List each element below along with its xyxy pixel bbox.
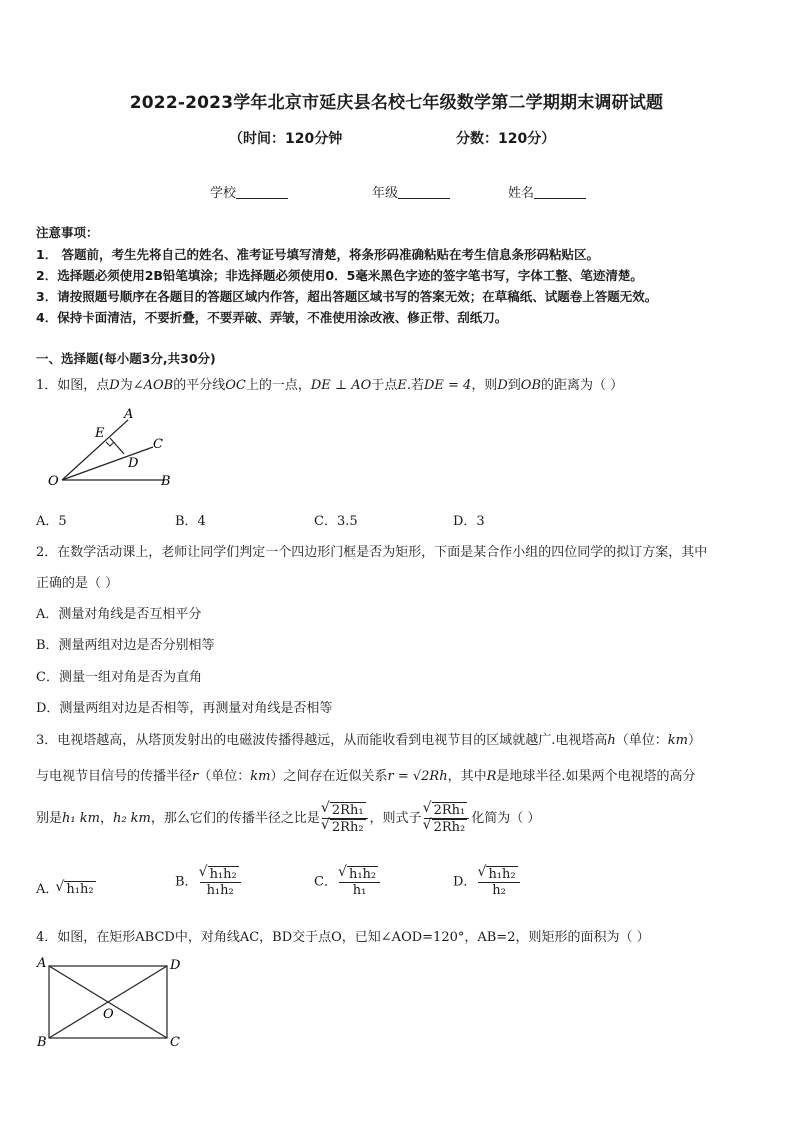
school-blank (236, 184, 288, 199)
formula: r = √2Rh (387, 769, 448, 784)
question-1-figure (40, 402, 180, 494)
name-label: 姓名 (508, 186, 535, 201)
school-label: 学校 (210, 186, 237, 201)
grade-label: 年级 (372, 186, 399, 201)
question-3-option-c: C． √ $\frac{\text{h₁h₂}}{\text{h₁}}$ (314, 866, 382, 898)
question-3-stem-line3: 别是h₁ km，h₂ km，那么它们的传播半径之比是 √ 2Rh₁ √ 2Rh₂ ，则式子 √ 2Rh₁ √ 2Rh₂ 化简为（ ） (36, 802, 540, 835)
question-2-option-d: D．测量两组对边是否相等，再测量对角线是否相等 (36, 701, 333, 716)
question-2-option-a: A．测量对角线是否互相平分 (36, 607, 202, 622)
school-field (210, 182, 288, 201)
fig1-label-d: D (128, 456, 139, 471)
fig4-label-b: B (37, 1035, 47, 1050)
fig1-label-e: E (95, 426, 105, 441)
question-3-option-a: A．√ h₁h₂ (36, 878, 96, 897)
question-3-stem-line1: 3．电视塔越高，从塔顶发射出的电磁波传播得越远，从而能收看到电视节目的区域就越广.电视塔高h（单位：km） (36, 733, 702, 748)
fig1-label-o: O (48, 474, 59, 489)
page-title: 2022-2023学年北京市延庆县名校七年级数学第二学期期末调研试题 (129, 93, 664, 113)
question-1-option-b: B．4 (175, 514, 206, 529)
question-1-option-a: A．5 (36, 514, 67, 529)
grade-blank (398, 184, 450, 199)
notice-item: 4．保持卡面清洁，不要折叠，不要弄破、弄皱，不准使用涂改液、修正带、刮纸刀。 (36, 310, 508, 325)
name-blank (534, 184, 586, 199)
fig4-label-d: D (170, 958, 181, 973)
section-heading: 一、选择题(每小题3分,共30分) (36, 351, 216, 366)
expression-fraction: √ 2Rh₁ √ 2Rh₂ (424, 802, 470, 835)
ratio-fraction: √ 2Rh₁ √ 2Rh₂ (322, 802, 368, 835)
fig1-label-b: B (161, 474, 171, 489)
notice-item: 2．选择题必须使用2B铅笔填涂；非选择题必须使用0．5毫米黑色字迹的签字笔书写，字体工整、笔迹清楚。 (36, 268, 643, 283)
name-field (508, 182, 586, 201)
fig4-label-a: A (37, 956, 47, 971)
notice-item: 3．请按照题号顺序在各题目的答题区域内作答，超出答题区域书写的答案无效；在草稿纸、试题卷上答题无效。 (36, 289, 658, 304)
question-3-stem-line2: 与电视节目信号的传播半径r（单位：km）之间存在近似关系r = √2Rh，其中R是地球半径.如果两个电视塔的高分 (36, 769, 696, 784)
question-1-option-d: D．3 (453, 514, 485, 529)
fig4-label-o: O (103, 1007, 114, 1022)
fig1-label-a: A (124, 407, 134, 422)
fig4-label-c: C (170, 1035, 180, 1050)
question-4-figure (34, 952, 194, 1052)
question-1-option-c: C．3.5 (314, 514, 358, 529)
question-2-option-c: C．测量一组对角是否为直角 (36, 670, 202, 685)
notice-heading: 注意事项： (36, 225, 99, 240)
question-2-option-b: B．测量两组对边是否分别相等 (36, 638, 215, 653)
question-4-stem: 4．如图，在矩形ABCD中，对角线AC，BD交于点O，已知∠AOD=120°，AB=2，则矩形的面积为（ ） (36, 930, 650, 945)
question-2-stem-line1: 2．在数学活动课上，老师让同学们判定一个四边形门框是否为矩形，下面是某合作小组的四位同学的拟订方案，其中 (36, 545, 708, 560)
notice-item: 1． 答题前，考生先将自己的姓名、准考证号填写清楚，将条形码准确粘贴在考生信息条形码粘贴区。 (36, 247, 600, 262)
exam-score: 分数：120分） (456, 131, 556, 147)
question-3-option-b: B． √ $\frac{\text{h₁h₂}}{\text{h₁h₂}}$ (175, 866, 243, 898)
question-3-option-d: D． √ $\frac{\text{h₁h₂}}{\text{h₂}}$ (453, 866, 522, 898)
grade-field (372, 182, 450, 201)
question-1-stem: 1．如图，点D为∠AOB的平分线OC上的一点，DE ⊥ AO于点E.若DE = 4，则D到OB的距离为（ ） (36, 378, 624, 393)
question-2-stem-line2: 正确的是（ ） (36, 576, 119, 591)
fig1-label-c: C (153, 437, 163, 452)
exam-time: （时间：120分钟 (229, 131, 343, 147)
